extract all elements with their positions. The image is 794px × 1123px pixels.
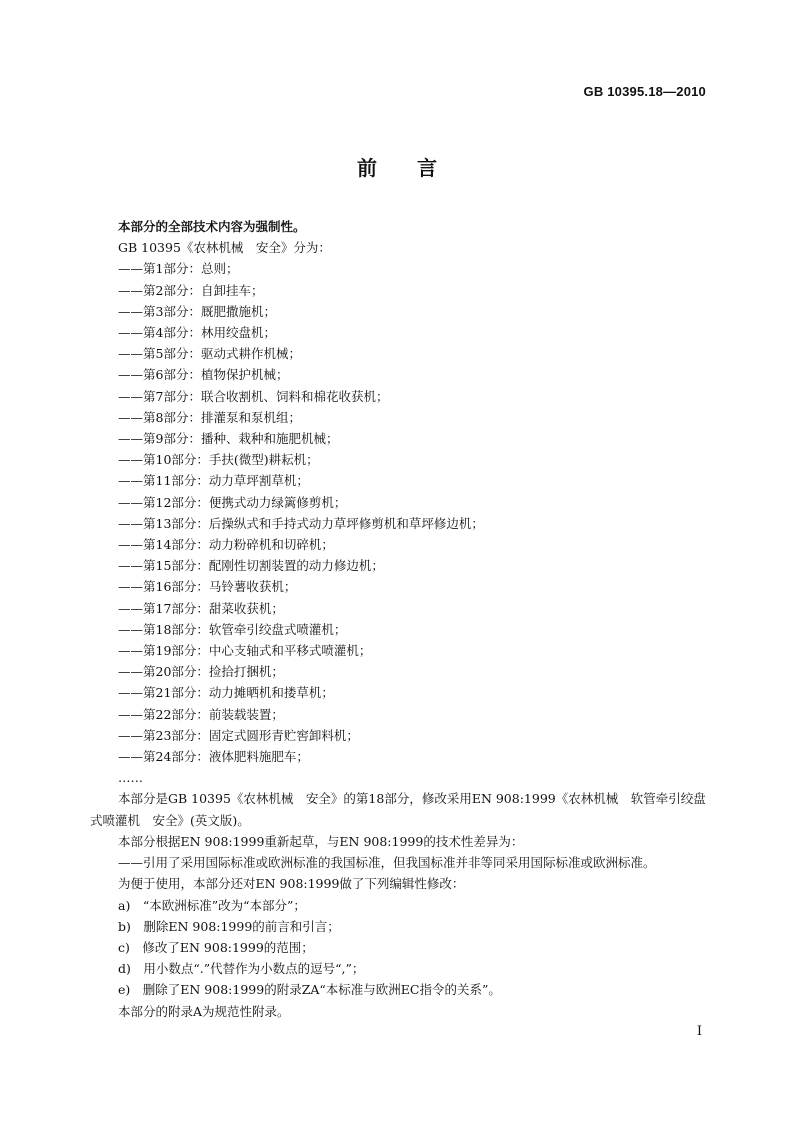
list-item: ——第3部分：厩肥撒施机； xyxy=(118,303,276,319)
list-item: ——第10部分：手扶(微型)耕耘机； xyxy=(118,452,319,468)
list-item: d) 用小数点“.”代替作为小数点的逗号“,”； xyxy=(118,961,365,977)
list-item: ——第21部分：动力摊晒机和搂草机； xyxy=(118,685,334,701)
parts-list xyxy=(90,258,708,767)
list-item: ——第6部分：植物保护机械； xyxy=(118,367,289,383)
list-item: ——第15部分：配刚性切割装置的动力修边机； xyxy=(118,558,384,574)
list-item: ——第1部分：总则； xyxy=(118,261,239,277)
page-title: 前言 xyxy=(357,156,477,180)
list-item: ——第18部分：软管牵引绞盘式喷灌机； xyxy=(118,621,347,637)
list-item: ——第9部分：播种、栽种和施肥机械； xyxy=(118,431,339,447)
ellipsis: …… xyxy=(118,770,143,786)
list-item: ——第20部分：捡拾打捆机； xyxy=(118,664,284,680)
list-item: b) 删除EN 908:1999的前言和引言； xyxy=(118,918,340,934)
list-item: ——第12部分：便携式动力绿篱修剪机； xyxy=(118,494,347,510)
mandatory-statement: 本部分的全部技术内容为强制性。 xyxy=(118,219,306,234)
list-item: ——第16部分：马铃薯收获机； xyxy=(118,579,297,595)
list-item: c) 修改了EN 908:1999的范围； xyxy=(118,939,314,955)
list-item: ——第4部分：林用绞盘机； xyxy=(118,325,276,341)
page-number: I xyxy=(696,1024,702,1039)
list-item: ——第13部分：后操纵式和手持式动力草坪修剪机和草坪修边机； xyxy=(118,515,484,531)
technical-difference: ——引用了采用国际标准或欧洲标准的我国标准，但我国标准并非等同采用国际标准或欧洲标准。 xyxy=(118,855,656,871)
editorial-changes-list xyxy=(90,895,708,1001)
list-item: ——第8部分：排灌泵和泵机组； xyxy=(118,409,301,425)
list-item: a) “本欧洲标准”改为“本部分”； xyxy=(118,897,306,913)
list-item: ——第5部分：驱动式耕作机械； xyxy=(118,346,301,362)
list-item: ——第17部分：甜菜收获机； xyxy=(118,600,284,616)
list-item: ——第22部分：前装载装置； xyxy=(118,706,284,722)
division-statement: GB 10395《农林机械 安全》分为： xyxy=(118,240,331,256)
adoption-paragraph: 本部分是GB 10395《农林机械 安全》的第18部分，修改采用EN 908:1999《农林机械 软管牵引绞盘式喷灌机 安全》(英文版)。 xyxy=(90,791,706,828)
drafting-paragraph: 本部分根据EN 908:1999重新起草，与EN 908:1999的技术性差异为： xyxy=(118,833,524,849)
list-item: ——第11部分：动力草坪割草机； xyxy=(118,473,309,489)
editorial-intro: 为便于使用，本部分还对EN 908:1999做了下列编辑性修改： xyxy=(118,876,465,892)
list-item: e) 删除了EN 908:1999的附录ZA“本标准与欧洲EC指令的关系”。 xyxy=(118,982,501,998)
list-item: ——第2部分：自卸挂车； xyxy=(118,282,264,298)
list-item: ——第19部分：中心支轴式和平移式喷灌机； xyxy=(118,643,372,659)
document-body xyxy=(90,216,708,1022)
annex-statement: 本部分的附录A为规范性附录。 xyxy=(118,1003,290,1019)
list-item: ——第14部分：动力粉碎机和切碎机； xyxy=(118,537,334,553)
standard-code: GB 10395.18—2010 xyxy=(583,84,706,99)
list-item: ——第7部分：联合收割机、饲料和棉花收获机； xyxy=(118,388,389,404)
list-item: ——第24部分：液体肥料施肥车； xyxy=(118,749,309,765)
list-item: ——第23部分：固定式圆形青贮窖卸料机； xyxy=(118,727,359,743)
